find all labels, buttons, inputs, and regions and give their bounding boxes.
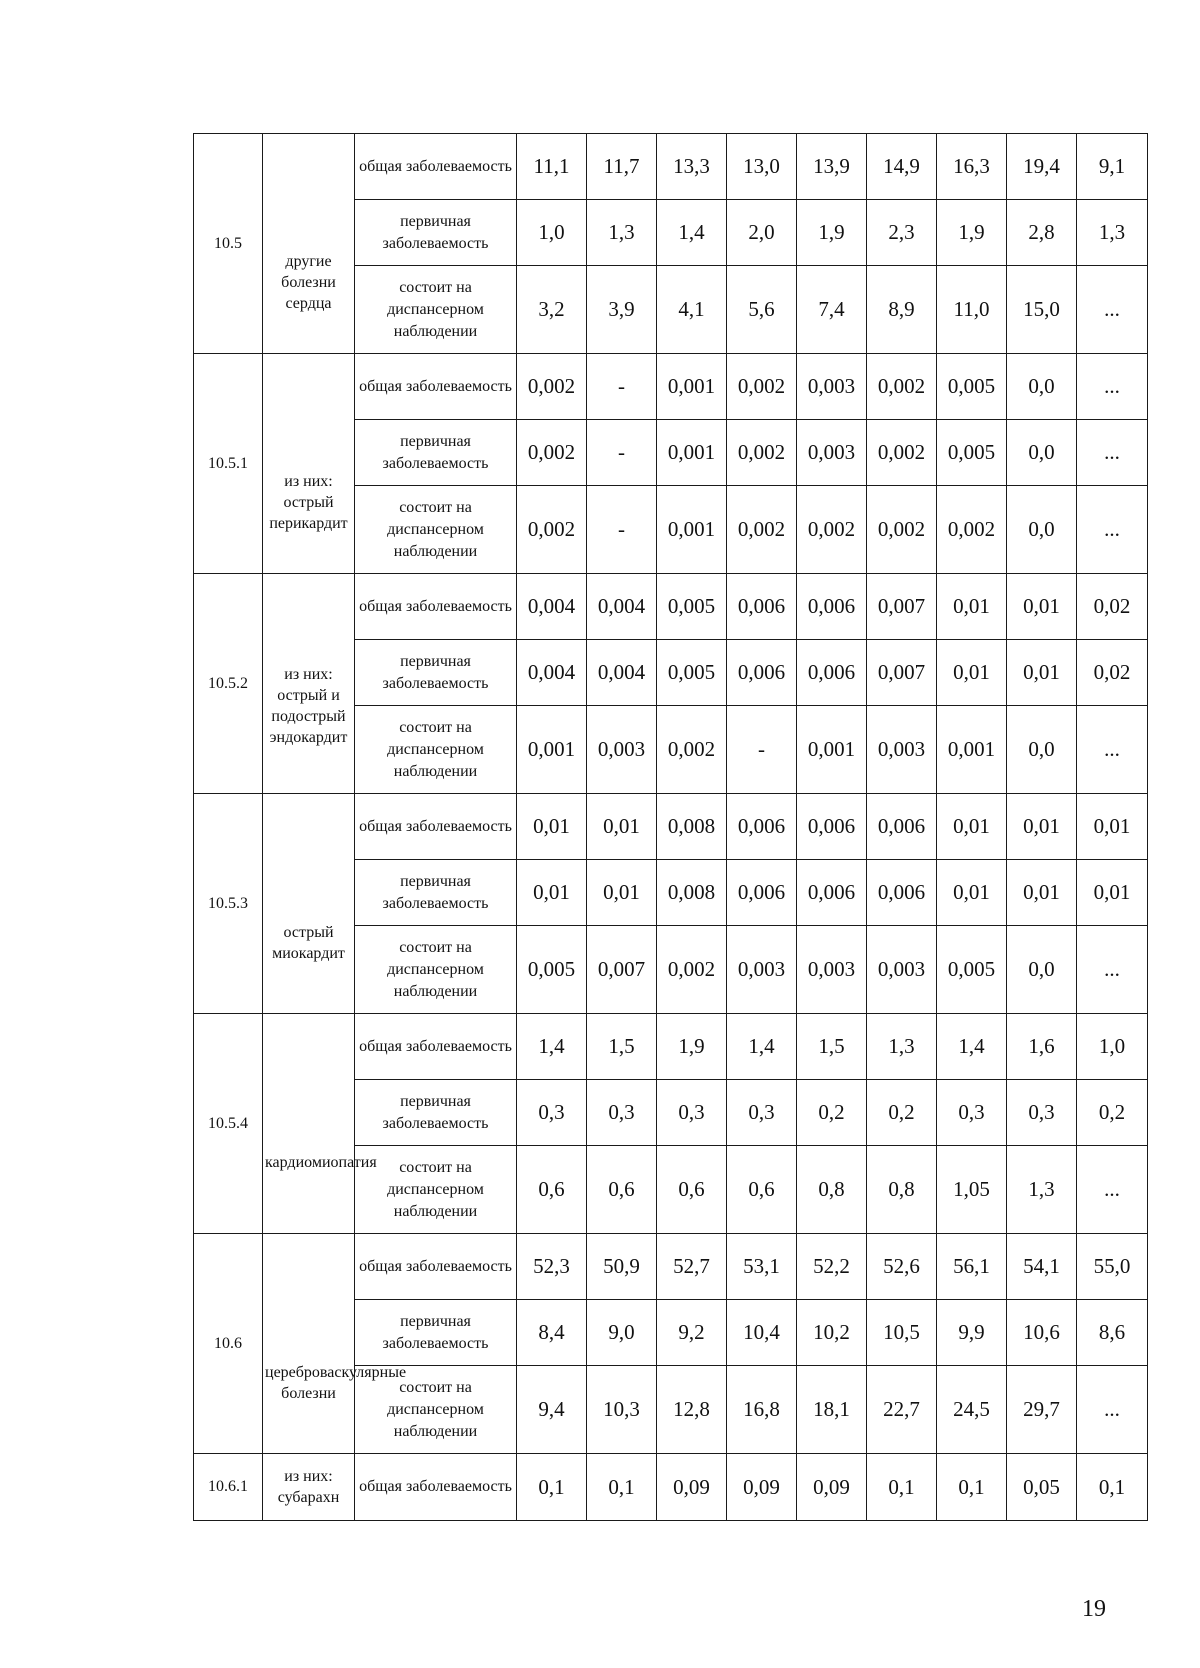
disease-name: из них: острый и подострый эндокардит <box>269 666 348 746</box>
disease-name: другие болезни сердца <box>281 253 336 312</box>
value-cell: 0,003 <box>727 926 797 1014</box>
value-cell: 10,6 <box>1007 1300 1077 1366</box>
value-cell: 1,3 <box>587 200 657 266</box>
value-cell: 0,004 <box>517 574 587 640</box>
value-cell: 1,3 <box>1007 1146 1077 1234</box>
value-cell: 0,002 <box>517 354 587 420</box>
value-cell: 0,005 <box>657 574 727 640</box>
disease-name: кардиомиопатия <box>265 1154 377 1171</box>
value-cell: - <box>587 420 657 486</box>
value-cell: 0,01 <box>1007 640 1077 706</box>
value-cell: 0,003 <box>797 354 867 420</box>
statistics-table <box>193 133 1148 1521</box>
value-cell: 0,001 <box>657 354 727 420</box>
value-cell: 9,1 <box>1077 134 1148 200</box>
value-cell: 0,002 <box>517 486 587 574</box>
value-cell: 0,004 <box>517 640 587 706</box>
disease-name: из них: субарахн <box>277 1468 340 1506</box>
value-cell: 1,0 <box>517 200 587 266</box>
value-cell: 8,9 <box>867 266 937 354</box>
value-cell: 9,4 <box>517 1366 587 1454</box>
value-cell: 0,001 <box>937 706 1007 794</box>
value-cell: 50,9 <box>587 1234 657 1300</box>
value-cell: 11,7 <box>587 134 657 200</box>
metric-label: общая заболеваемость <box>355 574 517 640</box>
value-cell: 4,1 <box>657 266 727 354</box>
metric-label: общая заболеваемость <box>355 134 517 200</box>
row-code: 10.5.2 <box>194 574 263 794</box>
value-cell: ... <box>1077 926 1148 1014</box>
value-cell: 0,006 <box>727 640 797 706</box>
value-cell: 0,007 <box>867 640 937 706</box>
value-cell: 0,001 <box>657 486 727 574</box>
metric-label: состоит на диспансерном наблюдении <box>355 1146 517 1234</box>
metric-label: состоит на диспансерном наблюдении <box>355 926 517 1014</box>
value-cell: 0,006 <box>727 794 797 860</box>
value-cell: 0,01 <box>587 794 657 860</box>
value-cell: 13,9 <box>797 134 867 200</box>
disease-name-cell <box>263 574 355 794</box>
value-cell: - <box>587 486 657 574</box>
value-cell: 0,006 <box>797 860 867 926</box>
value-cell: 0,1 <box>937 1454 1007 1521</box>
row-code: 10.6.1 <box>194 1454 263 1521</box>
value-cell: 2,3 <box>867 200 937 266</box>
value-cell: 52,3 <box>517 1234 587 1300</box>
value-cell: 2,0 <box>727 200 797 266</box>
value-cell: 0,3 <box>517 1080 587 1146</box>
metric-label: общая заболеваемость <box>355 1234 517 1300</box>
table-row <box>194 354 1148 420</box>
value-cell: 1,4 <box>657 200 727 266</box>
value-cell: 0,1 <box>867 1454 937 1521</box>
value-cell: 1,3 <box>867 1014 937 1080</box>
disease-name-cell <box>263 794 355 1014</box>
table-row <box>194 794 1148 860</box>
value-cell: 55,0 <box>1077 1234 1148 1300</box>
value-cell: 0,003 <box>587 706 657 794</box>
value-cell: 0,002 <box>937 486 1007 574</box>
value-cell: 0,007 <box>867 574 937 640</box>
value-cell: 0,1 <box>517 1454 587 1521</box>
value-cell: 19,4 <box>1007 134 1077 200</box>
value-cell: 10,3 <box>587 1366 657 1454</box>
value-cell: 0,006 <box>727 860 797 926</box>
metric-label: общая заболеваемость <box>355 1014 517 1080</box>
value-cell: 0,3 <box>587 1080 657 1146</box>
value-cell: 0,0 <box>1007 420 1077 486</box>
value-cell: 0,01 <box>937 574 1007 640</box>
value-cell: 1,4 <box>727 1014 797 1080</box>
value-cell: 0,3 <box>937 1080 1007 1146</box>
value-cell: 1,4 <box>517 1014 587 1080</box>
value-cell: 0,004 <box>587 574 657 640</box>
value-cell: 52,7 <box>657 1234 727 1300</box>
value-cell: 0,005 <box>937 926 1007 1014</box>
value-cell: 0,005 <box>517 926 587 1014</box>
value-cell: 0,09 <box>797 1454 867 1521</box>
row-code: 10.5.1 <box>194 354 263 574</box>
value-cell: 11,0 <box>937 266 1007 354</box>
value-cell: 0,6 <box>517 1146 587 1234</box>
value-cell: ... <box>1077 420 1148 486</box>
value-cell: 0,006 <box>727 574 797 640</box>
value-cell: 0,003 <box>867 706 937 794</box>
value-cell: 0,01 <box>937 860 1007 926</box>
metric-label: общая заболеваемость <box>355 354 517 420</box>
value-cell: 3,2 <box>517 266 587 354</box>
value-cell: 0,006 <box>867 794 937 860</box>
value-cell: 10,2 <box>797 1300 867 1366</box>
value-cell: 0,01 <box>517 860 587 926</box>
value-cell: - <box>587 354 657 420</box>
value-cell: 0,001 <box>797 706 867 794</box>
value-cell: 9,2 <box>657 1300 727 1366</box>
value-cell: 0,2 <box>797 1080 867 1146</box>
value-cell: 0,05 <box>1007 1454 1077 1521</box>
table-row <box>194 134 1148 200</box>
value-cell: 3,9 <box>587 266 657 354</box>
value-cell: 0,1 <box>587 1454 657 1521</box>
value-cell: 18,1 <box>797 1366 867 1454</box>
value-cell: 0,006 <box>867 860 937 926</box>
row-code: 10.5.3 <box>194 794 263 1014</box>
value-cell: 0,6 <box>657 1146 727 1234</box>
value-cell: 0,01 <box>937 794 1007 860</box>
value-cell: 22,7 <box>867 1366 937 1454</box>
value-cell: 0,006 <box>797 640 867 706</box>
value-cell: 0,002 <box>867 486 937 574</box>
table-row <box>194 1234 1148 1300</box>
value-cell: 0,002 <box>727 486 797 574</box>
value-cell: 5,6 <box>727 266 797 354</box>
value-cell: 0,2 <box>867 1080 937 1146</box>
disease-name-cell <box>263 354 355 574</box>
value-cell: 52,2 <box>797 1234 867 1300</box>
metric-label: первичная заболеваемость <box>355 200 517 266</box>
value-cell: 56,1 <box>937 1234 1007 1300</box>
value-cell: 0,02 <box>1077 640 1148 706</box>
value-cell: 13,0 <box>727 134 797 200</box>
metric-label: первичная заболеваемость <box>355 640 517 706</box>
value-cell: 14,9 <box>867 134 937 200</box>
disease-name: цереброваскулярные болезни <box>265 1363 407 1402</box>
value-cell: 0,01 <box>1077 794 1148 860</box>
value-cell: 1,9 <box>797 200 867 266</box>
value-cell: 0,005 <box>937 354 1007 420</box>
table-body <box>194 134 1148 1521</box>
value-cell: 8,6 <box>1077 1300 1148 1366</box>
value-cell: 0,3 <box>1007 1080 1077 1146</box>
metric-label: первичная заболеваемость <box>355 1080 517 1146</box>
disease-name-cell <box>263 1234 407 1454</box>
value-cell: 1,6 <box>1007 1014 1077 1080</box>
value-cell: 0,8 <box>797 1146 867 1234</box>
value-cell: 0,01 <box>517 794 587 860</box>
value-cell: 0,002 <box>727 354 797 420</box>
value-cell: - <box>727 706 797 794</box>
value-cell: 0,01 <box>1007 574 1077 640</box>
value-cell: 9,9 <box>937 1300 1007 1366</box>
value-cell: 0,005 <box>657 640 727 706</box>
value-cell: 0,008 <box>657 860 727 926</box>
value-cell: 0,01 <box>1077 860 1148 926</box>
value-cell: 1,05 <box>937 1146 1007 1234</box>
value-cell: 54,1 <box>1007 1234 1077 1300</box>
metric-label: первичная заболеваемость <box>355 420 517 486</box>
row-code: 10.5 <box>194 134 263 354</box>
value-cell: 0,002 <box>867 354 937 420</box>
metric-label: состоит на диспансерном наблюдении <box>355 266 517 354</box>
value-cell: 0,1 <box>1077 1454 1148 1521</box>
value-cell: 0,003 <box>867 926 937 1014</box>
disease-name: из них: острый перикардит <box>269 473 348 532</box>
value-cell: 0,6 <box>587 1146 657 1234</box>
page-number: 19 <box>1082 1596 1106 1622</box>
value-cell: 0,002 <box>797 486 867 574</box>
value-cell: 1,5 <box>587 1014 657 1080</box>
metric-label: общая заболеваемость <box>355 794 517 860</box>
value-cell: ... <box>1077 486 1148 574</box>
value-cell: 10,4 <box>727 1300 797 1366</box>
value-cell: 16,8 <box>727 1366 797 1454</box>
value-cell: 0,0 <box>1007 926 1077 1014</box>
value-cell: 0,003 <box>797 420 867 486</box>
value-cell: 0,005 <box>937 420 1007 486</box>
value-cell: 8,4 <box>517 1300 587 1366</box>
table-row <box>194 1014 1148 1080</box>
value-cell: 24,5 <box>937 1366 1007 1454</box>
metric-label: первичная заболеваемость <box>355 860 517 926</box>
value-cell: 0,09 <box>657 1454 727 1521</box>
value-cell: ... <box>1077 266 1148 354</box>
value-cell: 0,002 <box>727 420 797 486</box>
value-cell: 0,003 <box>797 926 867 1014</box>
value-cell: 2,8 <box>1007 200 1077 266</box>
metric-label: первичная заболеваемость <box>355 1300 517 1366</box>
table-row <box>194 574 1148 640</box>
value-cell: 52,6 <box>867 1234 937 1300</box>
value-cell: 0,2 <box>1077 1080 1148 1146</box>
value-cell: 1,0 <box>1077 1014 1148 1080</box>
disease-name-cell <box>263 1454 355 1521</box>
disease-name: острый миокардит <box>272 923 345 962</box>
value-cell: 0,004 <box>587 640 657 706</box>
value-cell: 0,09 <box>727 1454 797 1521</box>
value-cell: 0,6 <box>727 1146 797 1234</box>
value-cell: 0,002 <box>657 706 727 794</box>
value-cell: ... <box>1077 1366 1148 1454</box>
value-cell: ... <box>1077 706 1148 794</box>
value-cell: 16,3 <box>937 134 1007 200</box>
value-cell: 1,3 <box>1077 200 1148 266</box>
value-cell: 15,0 <box>1007 266 1077 354</box>
value-cell: 1,4 <box>937 1014 1007 1080</box>
value-cell: 1,5 <box>797 1014 867 1080</box>
metric-label: состоит на диспансерном наблюдении <box>355 706 517 794</box>
metric-label: состоит на диспансерном наблюдении <box>355 1366 517 1454</box>
value-cell: 0,0 <box>1007 706 1077 794</box>
disease-name-cell <box>263 1014 377 1234</box>
value-cell: 7,4 <box>797 266 867 354</box>
value-cell: 0,002 <box>657 926 727 1014</box>
value-cell: 53,1 <box>727 1234 797 1300</box>
value-cell: 0,001 <box>517 706 587 794</box>
value-cell: 11,1 <box>517 134 587 200</box>
row-code: 10.5.4 <box>194 1014 263 1234</box>
metric-label: общая заболеваемость <box>355 1454 517 1521</box>
value-cell: 0,01 <box>587 860 657 926</box>
value-cell: 1,9 <box>657 1014 727 1080</box>
value-cell: 12,8 <box>657 1366 727 1454</box>
value-cell: 0,008 <box>657 794 727 860</box>
value-cell: 0,006 <box>797 574 867 640</box>
value-cell: 0,3 <box>657 1080 727 1146</box>
metric-label: состоит на диспансерном наблюдении <box>355 486 517 574</box>
value-cell: 0,01 <box>937 640 1007 706</box>
value-cell: 9,0 <box>587 1300 657 1366</box>
value-cell: 0,01 <box>1007 794 1077 860</box>
value-cell: 0,006 <box>797 794 867 860</box>
value-cell: 0,001 <box>657 420 727 486</box>
value-cell: ... <box>1077 354 1148 420</box>
disease-name-cell <box>263 134 355 354</box>
value-cell: 0,007 <box>587 926 657 1014</box>
value-cell: 0,3 <box>727 1080 797 1146</box>
row-code: 10.6 <box>194 1234 263 1454</box>
value-cell: 0,02 <box>1077 574 1148 640</box>
value-cell: 0,0 <box>1007 486 1077 574</box>
value-cell: 0,0 <box>1007 354 1077 420</box>
value-cell: 13,3 <box>657 134 727 200</box>
value-cell: 29,7 <box>1007 1366 1077 1454</box>
value-cell: 10,5 <box>867 1300 937 1366</box>
value-cell: 0,8 <box>867 1146 937 1234</box>
table-row <box>194 1454 1148 1521</box>
value-cell: 0,002 <box>517 420 587 486</box>
value-cell: 0,002 <box>867 420 937 486</box>
value-cell: 1,9 <box>937 200 1007 266</box>
value-cell: 0,01 <box>1007 860 1077 926</box>
value-cell: ... <box>1077 1146 1148 1234</box>
